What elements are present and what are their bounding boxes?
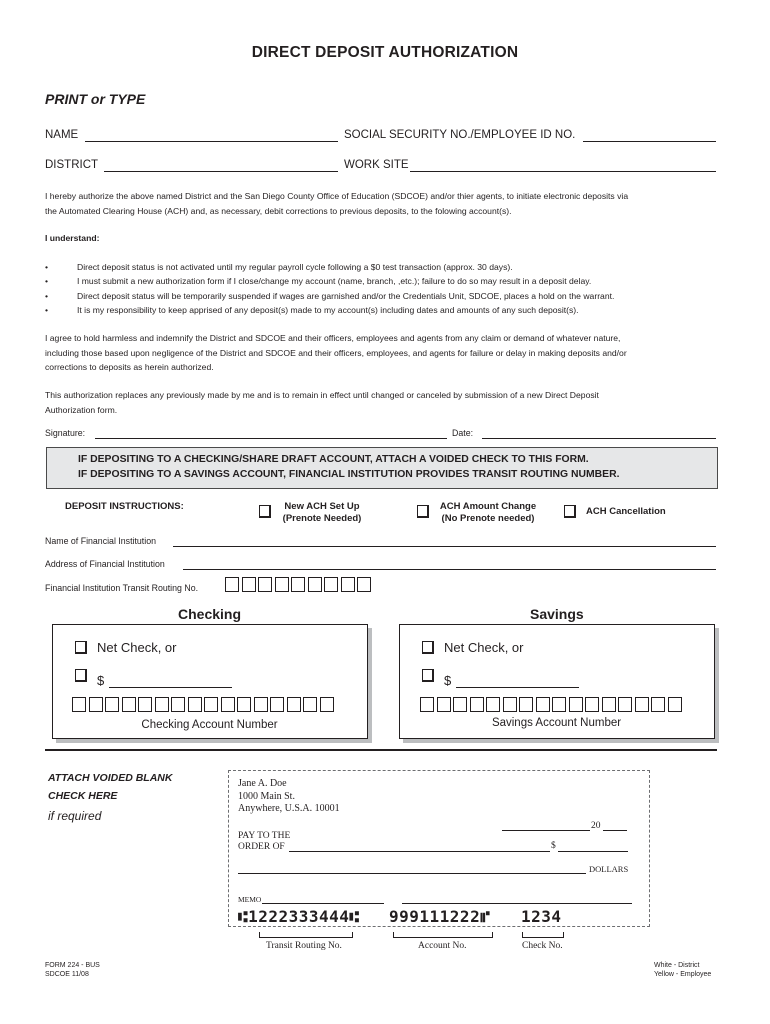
print-or-type: PRINT or TYPE: [45, 91, 146, 107]
check-signature-line: [402, 903, 632, 904]
routing-number-boxes[interactable]: [225, 577, 374, 592]
digit-box[interactable]: [536, 697, 550, 712]
digit-box[interactable]: [308, 577, 322, 592]
name-label: NAME: [45, 129, 79, 141]
savings-amount-checkbox[interactable]: [422, 669, 434, 682]
copy-distribution: [654, 961, 711, 979]
amount-change-label-line: (No Prenote needed): [441, 513, 535, 524]
digit-box[interactable]: [122, 697, 136, 712]
hold-harmless-line: I agree to hold harmless and indemnify the District and SDCOE and their officers, employees and agents from any claim or demand of whatever nature,: [45, 333, 621, 343]
institution-name-label: Name of Financial Institution: [45, 536, 156, 546]
digit-box[interactable]: [204, 697, 218, 712]
hold-harmless-line: including those based upon negligence of the District and SDCOE and their officers, employees, and agents for failure or delay in making deposits and/or: [45, 347, 627, 358]
institution-address-field[interactable]: [183, 569, 716, 570]
new-ach-label: [276, 501, 368, 525]
amount-words-line: [238, 873, 586, 874]
checking-net-checkbox[interactable]: [75, 641, 87, 654]
date-label: Date:: [452, 428, 474, 438]
transit-routing-label: Transit Routing No.: [266, 941, 342, 951]
worksite-field[interactable]: [410, 171, 716, 172]
digit-box[interactable]: [618, 697, 632, 712]
form-number-line: SDCOE 11/08: [45, 971, 89, 978]
digit-box[interactable]: [72, 697, 86, 712]
digit-box[interactable]: [171, 697, 185, 712]
signature-label: Signature:: [45, 428, 86, 438]
district-label: DISTRICT: [45, 159, 99, 171]
form-title: DIRECT DEPOSIT AUTHORIZATION: [251, 44, 519, 61]
worksite-label: WORK SITE: [344, 159, 409, 171]
date-field[interactable]: [482, 438, 716, 439]
check-year-line: [603, 830, 627, 831]
list-item: • Direct deposit status will be temporarily suspended if wages are garnished and/or the Credentials Unit, SDCOE, places a hold on the warrant.: [45, 289, 745, 303]
digit-box[interactable]: [188, 697, 202, 712]
cancellation-checkbox[interactable]: [564, 505, 576, 518]
replaces-line: Authorization form.: [45, 404, 118, 415]
digit-box[interactable]: [585, 697, 599, 712]
transit-bracket: [259, 932, 353, 938]
digit-box[interactable]: [138, 697, 152, 712]
account-bracket: [393, 932, 493, 938]
district-field[interactable]: [104, 171, 338, 172]
digit-box[interactable]: [486, 697, 500, 712]
checking-account-label: Checking Account Number: [141, 719, 278, 731]
account-no-label: Account No.: [418, 941, 467, 951]
payee-line: [289, 851, 550, 852]
savings-dollar-sign: $: [444, 673, 452, 688]
digit-box[interactable]: [519, 697, 533, 712]
digit-box[interactable]: [258, 577, 272, 592]
savings-net-label: Net Check, or: [444, 640, 524, 655]
digit-box[interactable]: [569, 697, 583, 712]
savings-amount-field[interactable]: [456, 687, 579, 688]
pay-to-line: ORDER OF: [238, 842, 285, 852]
digit-box[interactable]: [324, 577, 338, 592]
routing-label: Financial Institution Transit Routing No.: [45, 583, 199, 593]
list-item: • I must submit a new authorization form if I close/change my account (name, branch, ,etc.); failure to do so may result in a deposit delay.: [45, 274, 745, 288]
institution-address-label: Address of Financial Institution: [45, 559, 165, 569]
digit-box[interactable]: [303, 697, 317, 712]
micr-routing: ⑆1222333444⑆: [238, 907, 360, 926]
section-divider: [45, 749, 717, 751]
new-ach-checkbox[interactable]: [259, 505, 271, 518]
deposit-instructions-label: DEPOSIT INSTRUCTIONS:: [65, 501, 184, 512]
digit-box[interactable]: [155, 697, 169, 712]
check-dollars-label: DOLLARS: [589, 864, 629, 874]
digit-box[interactable]: [503, 697, 517, 712]
payer-street: 1000 Main St.: [238, 790, 295, 802]
micr-account: 999111222⑈: [389, 907, 491, 926]
attach-check-line: ATTACH VOIDED BLANK: [48, 772, 173, 784]
cancellation-label: ACH Cancellation: [586, 506, 666, 517]
pay-to-line: PAY TO THE: [238, 831, 291, 841]
memo-line: [262, 903, 384, 904]
checking-heading: Checking: [178, 606, 242, 622]
check-dollar-sign: $: [551, 841, 556, 851]
digit-box[interactable]: [470, 697, 484, 712]
understand-heading: I understand:: [45, 233, 100, 243]
checking-account-boxes[interactable]: [72, 697, 336, 712]
copy-distribution-line: White - District: [654, 962, 700, 969]
hold-harmless-paragraph: [45, 331, 735, 375]
digit-box[interactable]: [225, 577, 239, 592]
digit-box[interactable]: [291, 577, 305, 592]
hold-harmless-line: corrections to deposits as herein authorized.: [45, 362, 214, 372]
digit-box[interactable]: [237, 697, 251, 712]
authorization-line: the Automated Clearing House (ACH) and, as necessary, debit corrections to previous deposits, to the folowing account(s).: [45, 205, 512, 216]
digit-box[interactable]: [221, 697, 235, 712]
savings-panel: [399, 624, 715, 739]
check-number-bracket: [522, 932, 564, 938]
digit-box[interactable]: [275, 577, 289, 592]
replaces-paragraph: [45, 388, 735, 417]
digit-box[interactable]: [287, 697, 301, 712]
checking-panel: [52, 624, 368, 739]
check-no-label: Check No.: [522, 941, 563, 951]
form-number-line: FORM 224 - BUS: [45, 962, 100, 969]
signature-field[interactable]: [95, 438, 447, 439]
digit-box[interactable]: [357, 577, 371, 592]
checking-amount-field[interactable]: [109, 687, 232, 688]
savings-net-checkbox[interactable]: [422, 641, 434, 654]
digit-box[interactable]: [242, 577, 256, 592]
check-payer-address: [238, 778, 340, 816]
digit-box[interactable]: [89, 697, 103, 712]
savings-account-boxes[interactable]: [420, 697, 684, 712]
amount-change-label: [432, 501, 544, 525]
notice-box: [46, 447, 718, 489]
check-amount-line: [558, 851, 628, 852]
if-required-note: if required: [48, 809, 102, 823]
digit-box[interactable]: [320, 697, 334, 712]
pay-to-label: [238, 831, 290, 853]
institution-name-field[interactable]: [173, 546, 716, 547]
checking-net-label: Net Check, or: [97, 640, 177, 655]
notice-line-checking: IF DEPOSITING TO A CHECKING/SHARE DRAFT ACCOUNT, ATTACH A VOIDED CHECK TO THIS FORM.: [78, 454, 589, 465]
check-date-line: [502, 830, 590, 831]
savings-account-label: Savings Account Number: [491, 717, 622, 729]
list-item: • It is my responsibility to keep apprised of any deposit(s) made to my account(s) including dates and amounts of any such deposit(s).: [45, 303, 745, 317]
replaces-line: This authorization replaces any previously made by me and is to remain in effect until changed or canceled by submission of a new Direct Deposit: [45, 390, 599, 400]
form-number: [45, 961, 100, 979]
understand-list: [45, 260, 745, 317]
ssn-field[interactable]: [583, 141, 716, 142]
check-year: 20: [591, 821, 601, 831]
digit-box[interactable]: [635, 697, 649, 712]
copy-distribution-line: Yellow - Employee: [654, 971, 712, 978]
new-ach-label-line: (Prenote Needed): [282, 513, 362, 524]
list-item: • Direct deposit status is not activated until my regular payroll cycle following a $0 test transaction (approx. 30 days).: [45, 260, 745, 274]
digit-box[interactable]: [437, 697, 451, 712]
check-memo-label: MEMO: [238, 895, 262, 904]
checking-dollar-sign: $: [97, 673, 105, 688]
payer-city: Anywhere, U.S.A. 10001: [238, 803, 340, 814]
savings-heading: Savings: [530, 606, 584, 622]
attach-check-note: [48, 769, 172, 805]
amount-change-checkbox[interactable]: [417, 505, 429, 518]
authorization-line: I hereby authorize the above named District and the San Diego County Office of Education (SDCOE) and/or thier agents, to initiate electronic deposits via: [45, 191, 629, 201]
new-ach-label-line: New ACH Set Up: [284, 501, 360, 512]
checking-amount-checkbox[interactable]: [75, 669, 87, 682]
digit-box[interactable]: [552, 697, 566, 712]
authorization-paragraph: [45, 189, 735, 218]
digit-box[interactable]: [668, 697, 682, 712]
digit-box[interactable]: [254, 697, 268, 712]
micr-check-number: 1234: [521, 907, 562, 926]
payer-name: Jane A. Doe: [238, 778, 287, 789]
digit-box[interactable]: [270, 697, 284, 712]
amount-change-label-line: ACH Amount Change: [439, 501, 537, 512]
digit-box[interactable]: [105, 697, 119, 712]
digit-box[interactable]: [420, 697, 434, 712]
digit-box[interactable]: [602, 697, 616, 712]
ssn-label: SOCIAL SECURITY NO./EMPLOYEE ID NO.: [344, 129, 576, 141]
digit-box[interactable]: [651, 697, 665, 712]
name-field[interactable]: [85, 141, 338, 142]
digit-box[interactable]: [453, 697, 467, 712]
notice-line-savings: IF DEPOSITING TO A SAVINGS ACCOUNT, FINANCIAL INSTITUTION PROVIDES TRANSIT ROUTING NUMBER.: [78, 469, 620, 480]
digit-box[interactable]: [341, 577, 355, 592]
attach-check-line: CHECK HERE: [48, 790, 118, 802]
